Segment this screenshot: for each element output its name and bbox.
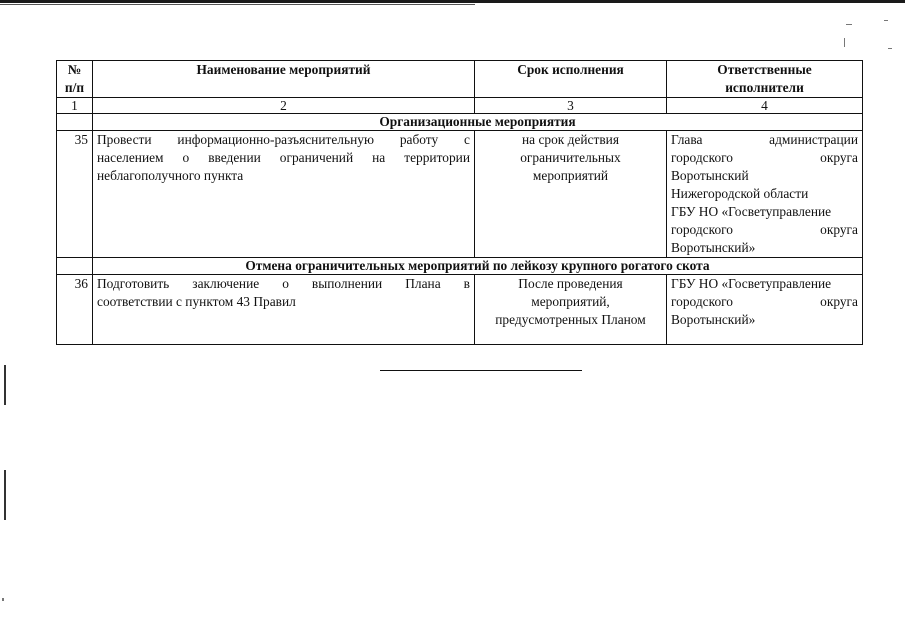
activity-name-cell (93, 131, 475, 258)
table-row (57, 275, 863, 345)
responsible-line: Воротынский» (671, 312, 756, 327)
activity-name-line: Подготовить заключение о выполнении Плана в (97, 276, 470, 291)
header-activity-name: Наименование мероприятий (93, 61, 475, 98)
column-number: 4 (667, 98, 863, 114)
responsible-line: городского округа (671, 294, 858, 309)
header-no (57, 61, 93, 98)
responsible-line: Нижегородской области (671, 186, 809, 201)
scan-speck (846, 24, 852, 25)
deadline-line: на срок действия (521, 132, 619, 147)
responsible-line: городского округа (671, 150, 858, 165)
header-responsible-line: Ответственные (717, 62, 812, 77)
responsible-line: Воротынский (671, 168, 749, 183)
responsible-line: городского округа (671, 222, 858, 237)
section-title: Отмена ограничительных мероприятий по лейкозу крупного рогатого скота (93, 258, 863, 275)
activity-name-line: Провести информационно-разъяснительную работу с (97, 132, 470, 147)
deadline-line: После проведения (518, 276, 623, 291)
table-header-row (57, 61, 863, 98)
responsible-line: ГБУ НО «Госветуправление (671, 276, 832, 291)
table-row (57, 131, 863, 258)
column-number: 2 (93, 98, 475, 114)
activity-name-line: населением о введении ограничений на территории (97, 150, 470, 165)
row-number: 35 (57, 131, 93, 258)
header-no-line: № (67, 62, 82, 77)
column-number: 3 (475, 98, 667, 114)
scan-top-edge (0, 0, 905, 3)
column-numbers-row (57, 98, 863, 114)
section-row (57, 114, 863, 131)
scan-speck (888, 48, 892, 49)
section-spacer-cell (57, 114, 93, 131)
activity-name-cell (93, 275, 475, 345)
header-responsible (667, 61, 863, 98)
deadline-line: мероприятий, (531, 294, 610, 309)
scan-left-edge-mark (4, 365, 6, 405)
scan-left-edge-mark (4, 470, 6, 520)
responsible-cell (667, 131, 863, 258)
responsible-line: Глава администрации (671, 132, 858, 147)
section-row (57, 258, 863, 275)
activity-name-line: неблагополучного пункта (97, 168, 244, 183)
activity-name-line: соответствии с пунктом 43 Правил (97, 294, 296, 309)
deadline-cell (475, 275, 667, 345)
scan-speck (844, 38, 845, 47)
deadline-line: предусмотренных Планом (495, 312, 646, 327)
scan-top-edge-shadow (0, 4, 475, 5)
responsible-line: ГБУ НО «Госветуправление (671, 204, 832, 219)
section-title: Организационные мероприятия (93, 114, 863, 131)
responsible-cell (667, 275, 863, 345)
column-number: 1 (57, 98, 93, 114)
deadline-line: ограничительных (520, 150, 621, 165)
deadline-line: мероприятий (532, 168, 609, 183)
header-responsible-line: исполнители (725, 80, 804, 95)
action-plan-table (56, 60, 863, 345)
scan-speck (2, 598, 4, 601)
header-no-line: п/п (64, 80, 85, 95)
section-spacer-cell (57, 258, 93, 275)
scan-speck (884, 20, 888, 21)
deadline-cell (475, 131, 667, 258)
row-number: 36 (57, 275, 93, 345)
header-deadline: Срок исполнения (475, 61, 667, 98)
document-end-rule (380, 370, 582, 371)
responsible-line: Воротынский» (671, 240, 756, 255)
